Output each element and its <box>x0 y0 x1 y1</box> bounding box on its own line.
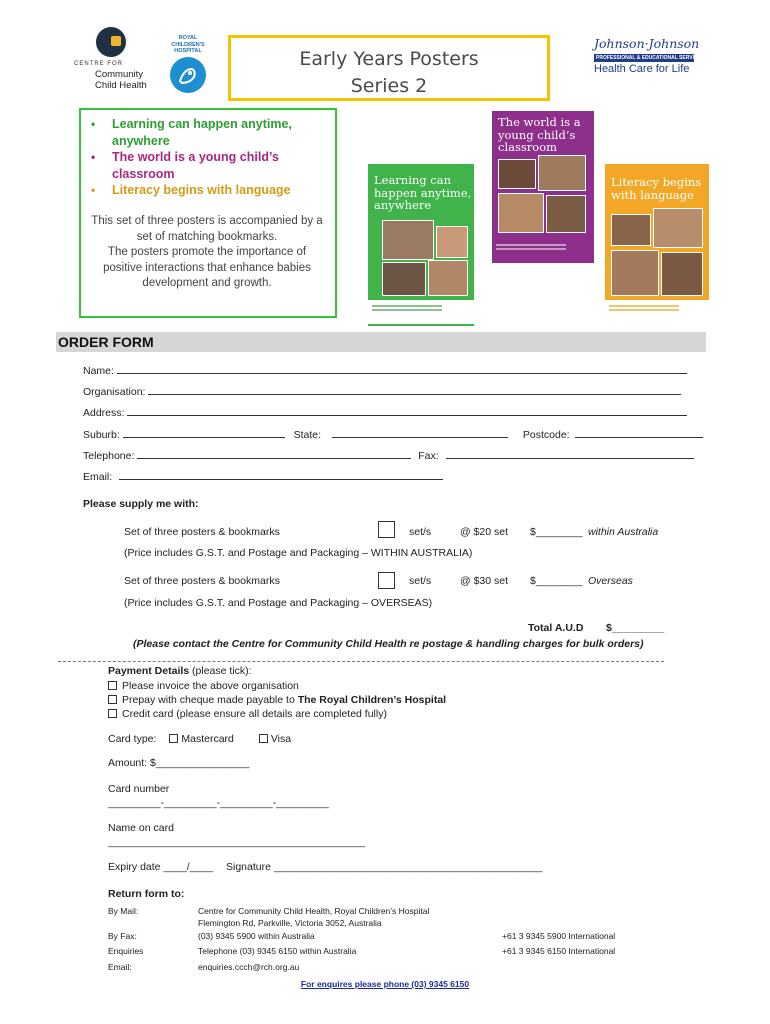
suburb-label: Suburb: <box>83 429 120 441</box>
expiry-date-field[interactable]: Expiry date ____/____ <box>108 861 214 873</box>
payment-heading-bold: Payment Details <box>108 665 190 677</box>
poster-green <box>368 164 474 326</box>
poster-theme-world: • The world is a young child’s classroom <box>89 149 329 182</box>
poster-photo <box>546 195 586 233</box>
cheque-label: Prepay with cheque made payable to <box>122 694 298 706</box>
card-number-label: Card number <box>108 783 170 795</box>
telephone-row <box>83 450 694 462</box>
item2-note: (Price includes G.S.T. and Postage and Packaging – OVERSEAS) <box>124 597 433 609</box>
enquiries-footer-link[interactable]: For enquires please phone (03) 9345 6150 <box>300 979 470 989</box>
poster-series-title <box>228 35 550 101</box>
email-return-label: Email: <box>108 962 132 972</box>
poster-orange-title: Literacy begins with language <box>611 175 702 202</box>
poster-green-title: Learning can happen anytime, anywhere <box>374 173 472 212</box>
visa-label: Visa <box>270 733 292 745</box>
poster-footer <box>605 300 709 324</box>
state-field[interactable] <box>332 429 508 438</box>
amount-field[interactable]: Amount: $________________ <box>108 757 250 769</box>
item1-quantity-box[interactable] <box>378 521 395 538</box>
suburb-row <box>83 429 703 441</box>
organisation-label: Organisation: <box>83 386 146 398</box>
address-label: Address: <box>83 407 125 419</box>
item1-note: (Price includes G.S.T. and Postage and Packaging – WITHIN AUSTRALIA) <box>124 547 473 559</box>
ccch-logo <box>74 25 154 95</box>
jnj-logo-script: Johnson·Johnson <box>594 36 700 51</box>
mail-address-line1: Centre for Community Child Health, Royal Children’s Hospital <box>198 906 430 916</box>
rch-logo <box>164 35 214 97</box>
poster-purple <box>492 111 594 263</box>
payment-option-invoice[interactable] <box>108 680 299 692</box>
mail-address-line2: Flemington Rd, Parkville, Victoria 3052, Australia <box>198 918 382 928</box>
poster-themes-list <box>89 116 329 199</box>
telephone-label: Telephone: <box>83 450 135 462</box>
fax-label: Fax: <box>418 450 439 462</box>
poster-photo <box>382 262 426 296</box>
mail-label: By Mail: <box>108 906 139 916</box>
poster-photo <box>428 260 468 296</box>
poster-footer <box>368 300 474 324</box>
address-row <box>83 407 687 419</box>
credit-card-checkbox[interactable] <box>108 709 117 718</box>
payment-heading-rest: (please tick): <box>189 665 252 677</box>
jnj-logo-bar: PROFESSIONAL & EDUCATIONAL SERVICES <box>596 55 705 61</box>
poster-description: This set of three posters is accompanied by a set of matching bookmarks. The posters promote the importance of positive interactions that enhance babies development and growth. <box>91 215 323 289</box>
title-line-1: Early Years Posters <box>299 48 479 70</box>
bulk-order-note: (Please contact the Centre for Community Child Health re postage & handling charges for bulk orders) <box>133 638 644 650</box>
cheque-payee: The Royal Children’s Hospital <box>297 694 447 706</box>
poster-description-box <box>79 108 337 318</box>
email-row <box>83 471 443 483</box>
item1-amount[interactable]: $________ <box>530 526 583 538</box>
name-row <box>83 365 687 377</box>
fax-return-label: By Fax: <box>108 931 137 941</box>
poster-footer <box>492 239 594 263</box>
item2-unit: set/s <box>409 575 432 587</box>
ccch-logo-small-text: CENTRE FOR <box>74 61 123 67</box>
telephone-field[interactable] <box>137 450 411 459</box>
poster-photo <box>611 250 659 296</box>
poster-footer-text <box>372 305 442 307</box>
organisation-field[interactable] <box>148 386 681 395</box>
item1-destination: within Australia <box>588 526 659 538</box>
item2-price: @ $30 set <box>460 575 509 587</box>
name-label: Name: <box>83 365 114 377</box>
poster-purple-title: The world is a young child’s classroom <box>498 115 581 154</box>
poster-orange <box>605 164 709 324</box>
invoice-checkbox[interactable] <box>108 681 117 690</box>
poster-photo <box>611 214 651 246</box>
poster-footer-text <box>496 244 566 246</box>
email-field[interactable] <box>119 471 443 480</box>
enquiries-phone: Telephone (03) 9345 6150 within Australia <box>198 946 357 956</box>
rch-logo-text: ROYAL CHILDREN'S HOSPITAL <box>171 35 205 54</box>
postcode-field[interactable] <box>575 429 703 438</box>
poster-photo <box>498 159 536 189</box>
name-on-card-label: Name on card <box>108 822 174 834</box>
item2-quantity-box[interactable] <box>378 572 395 589</box>
enquiries-label: Enquiries <box>108 946 144 956</box>
poster-photo <box>498 193 544 233</box>
fax-field[interactable] <box>446 450 694 459</box>
mastercard-label: Mastercard <box>181 733 234 745</box>
organisation-row <box>83 386 681 398</box>
supply-heading: Please supply me with: <box>83 498 199 510</box>
title-line-2: Series 2 <box>350 75 428 97</box>
cut-line-divider <box>58 661 664 662</box>
poster-photo <box>538 155 586 191</box>
poster-photo <box>661 252 703 296</box>
poster-photo <box>653 208 703 248</box>
ccch-logo-square <box>111 36 121 46</box>
ccch-logo-name: Community Child Health <box>95 69 147 91</box>
email-return-address[interactable]: enquiries.ccch@rch.org.au <box>198 962 300 972</box>
jnj-logo <box>594 36 705 86</box>
postcode-label: Postcode: <box>522 429 570 441</box>
suburb-field[interactable] <box>123 429 285 438</box>
item2-amount[interactable]: $________ <box>530 575 583 587</box>
return-heading: Return form to: <box>108 888 185 900</box>
jnj-logo-tagline: Health Care for Life <box>594 63 690 75</box>
fax-return-number: (03) 9345 5900 within Australia <box>198 931 315 941</box>
order-form-header <box>56 332 706 352</box>
order-form-title: ORDER FORM <box>58 334 154 350</box>
email-label: Email: <box>83 471 113 483</box>
item1-label: Set of three posters & bookmarks <box>124 526 280 538</box>
fax-return-international: +61 3 9345 5900 International <box>502 931 616 941</box>
address-field[interactable] <box>127 407 687 416</box>
signature-field[interactable]: Signature ______________________________________________ <box>226 861 543 873</box>
card-number-field[interactable]: _________-_________-_________-_________ <box>108 797 329 809</box>
state-label: State: <box>293 429 322 441</box>
poster-theme-learning: • Learning can happen anytime, anywhere <box>89 116 329 149</box>
payment-option-cheque[interactable] <box>108 694 446 706</box>
name-field[interactable] <box>117 365 687 374</box>
item1-unit: set/s <box>409 526 432 538</box>
card-type-label: Card type: <box>108 733 157 745</box>
item2-destination: Overseas <box>588 575 633 587</box>
total-label: Total A.U.D <box>528 622 584 634</box>
payment-option-credit-card[interactable] <box>108 708 387 720</box>
card-type-row <box>108 733 291 745</box>
item2-label: Set of three posters & bookmarks <box>124 575 280 587</box>
item1-price: @ $20 set <box>460 526 509 538</box>
total-amount[interactable]: $_________ <box>606 622 665 634</box>
credit-card-label: Credit card (please ensure all details are completed fully) <box>122 708 387 720</box>
poster-footer-text <box>609 305 679 307</box>
name-on-card-field[interactable]: ____________________________________________ <box>108 836 365 848</box>
mastercard-checkbox[interactable] <box>169 734 178 743</box>
visa-checkbox[interactable] <box>259 734 268 743</box>
rch-logo-emblem-icon <box>170 57 206 93</box>
poster-photo <box>436 226 468 258</box>
invoice-label: Please invoice the above organisation <box>122 680 299 692</box>
enquiries-international: +61 3 9345 6150 International <box>502 946 616 956</box>
cheque-checkbox[interactable] <box>108 695 117 704</box>
poster-theme-literacy: • Literacy begins with language <box>89 182 329 199</box>
poster-photo <box>382 220 434 260</box>
payment-heading <box>108 665 252 677</box>
